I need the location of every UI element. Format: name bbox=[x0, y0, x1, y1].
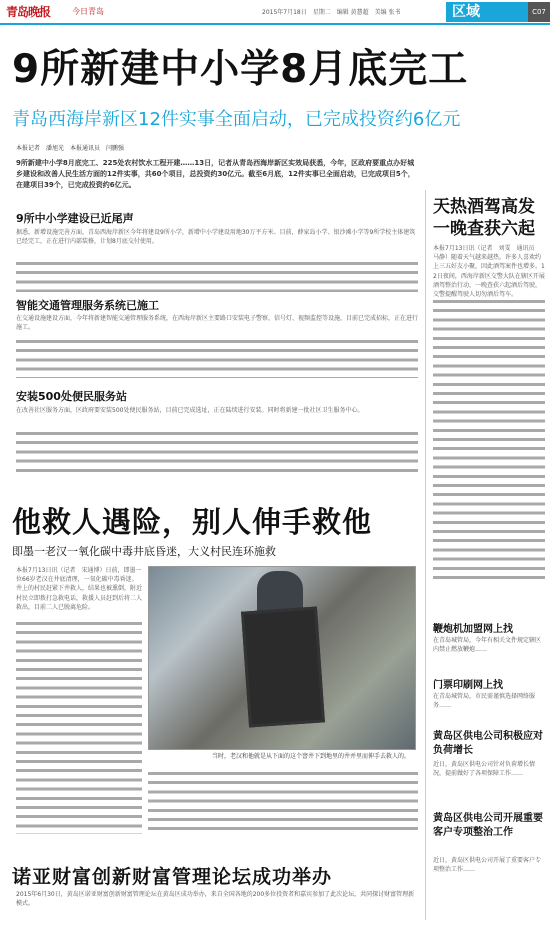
text-block bbox=[433, 300, 545, 580]
story2-headline: 他救人遇险，别人伸手救他 bbox=[12, 505, 373, 539]
story2-subheadline: 即墨一老汉一氧化碳中毒井底昏迷，大义村民连环施救 bbox=[12, 545, 276, 558]
lead-paragraph: 9所新建中小学8月底完工、225处农村饮水工程开建……13日，记者从青岛西海岸新区实效局获悉，今年，区政府要重点办好城乡建设和改善人民生活方面的12件实事，共60个项目，总投资约30亿元。截至6月底，12件实事已全面启动，已完成项目5个，在建项目39个，已完成投资约6亿元。 bbox=[16, 159, 415, 189]
section-title-traffic: 智能交通管理服务系统已施工 bbox=[16, 299, 159, 312]
brief-title-1: 鞭炮机加盟网上找 bbox=[433, 624, 513, 635]
main-headline: 9所新建中小学8月底完工 bbox=[12, 47, 469, 92]
section-text-service: 在改善社区服务方面，区政府要安装500处便民服务站，目前已完成选址，正在陆续进行安装。同时将新建一批社区卫生服务中心。 bbox=[16, 407, 364, 414]
page-number: C07 bbox=[528, 2, 550, 22]
sidebar-headline: 天热酒驾高发一晚查获六起 bbox=[433, 197, 535, 239]
text-block bbox=[16, 432, 418, 478]
brief-text-3: 近日，黄岛区供电公司针对负荷增长情况，提前做好了各项保障工作…… bbox=[433, 761, 536, 778]
story3-text: 2015年6月30日，黄岛区诺亚财富创新财富管理论坛在黄岛区成功举办，来自全国各地的200多位投资者和嘉宾参加了此次论坛，共同探讨财富管理新模式。 bbox=[16, 891, 415, 908]
issue-date: 2015年7月18日 星期二 编辑 黄慧超 美编 张书 bbox=[262, 9, 401, 16]
section-name: 今日青岛 bbox=[72, 7, 104, 16]
brief-text-4: 近日，黄岛区供电公司开展了重要客户专项整治工作…… bbox=[433, 857, 542, 874]
text-block bbox=[16, 340, 418, 378]
section-title-service: 安装500处便民服务站 bbox=[16, 390, 127, 403]
news-photo bbox=[148, 566, 416, 750]
section-text-schools: 据悉，新增设施完善方面，青岛西海岸新区今年将建设9所小学，新增中小学建设用地30万平方米。目前，薛家岛小学、银沙滩小学等9所学校主体建筑已经完工，正在进行内部装修，计划8月底交付使用。 bbox=[16, 229, 416, 246]
brief-title-3: 黄岛区供电公司积极应对负荷增长 bbox=[433, 731, 543, 756]
brief-title-2: 门票印刷网上找 bbox=[433, 680, 503, 691]
sidebar-story-text: 本报7月13日讯（记者 刘雯 通讯员 马静）随着天气越来越热，许多人喜欢约上三五好友小聚，因此酒驾案件也增多。12日夜间，西海岸新区交警大队在辖区开展酒驾整治行动，一晚查获六起酒后驾驶，交警提醒驾驶人切勿酒后驾车。 bbox=[433, 245, 545, 299]
text-block bbox=[16, 622, 142, 834]
brief-title-4: 黄岛区供电公司开展重要客户专项整治工作 bbox=[433, 813, 543, 838]
text-block bbox=[16, 262, 418, 292]
story2-text: 本报7月13日讯（记者 宋通博）日前，即墨一位66岁老汉在井底清理，一氧化碳中毒昏迷。井上的村民赶紧下井救人，结果也被熏倒，附近村民立即拨打急救电话，救援人员赶到后将二人救出，目前二人已脱离危险。 bbox=[16, 567, 142, 611]
header-divider bbox=[0, 23, 550, 25]
section-title-schools: 9所中小学建设已近尾声 bbox=[16, 212, 134, 225]
region-label: 区域 bbox=[452, 4, 480, 20]
text-block bbox=[148, 772, 418, 834]
brief-text-2: 在青岛城管局，市民需谨慎选择网络服务…… bbox=[433, 693, 536, 710]
brief-text-1: 在青岛城管局，今年有相关文件规定辖区内禁止燃放鞭炮…… bbox=[433, 637, 542, 654]
story3-headline: 诺亚财富创新财富管理论坛成功举办 bbox=[12, 866, 333, 888]
column-divider bbox=[425, 190, 426, 920]
section-text-traffic: 在交通设施建设方面，今年将新建智能交通管理服务系统，在西海岸新区主要路口安装电子警察、信号灯、视频监控等设施，目前已完成招标，正在进行施工。 bbox=[16, 315, 418, 332]
photo-well bbox=[241, 606, 325, 727]
photo-caption: 当时，老汉和他就是从下面的这个窨井下到地里的井并里而伸手去救人的。 bbox=[212, 753, 411, 760]
newspaper-logo: 青岛晚报 bbox=[6, 5, 51, 19]
region-tag bbox=[446, 2, 532, 22]
main-subheadline: 青岛西海岸新区12件实事全面启动，已完成投资约6亿元 bbox=[12, 109, 461, 130]
byline: 本报记者 潘旭光 本报通讯员 闫鹏强 bbox=[16, 145, 125, 152]
